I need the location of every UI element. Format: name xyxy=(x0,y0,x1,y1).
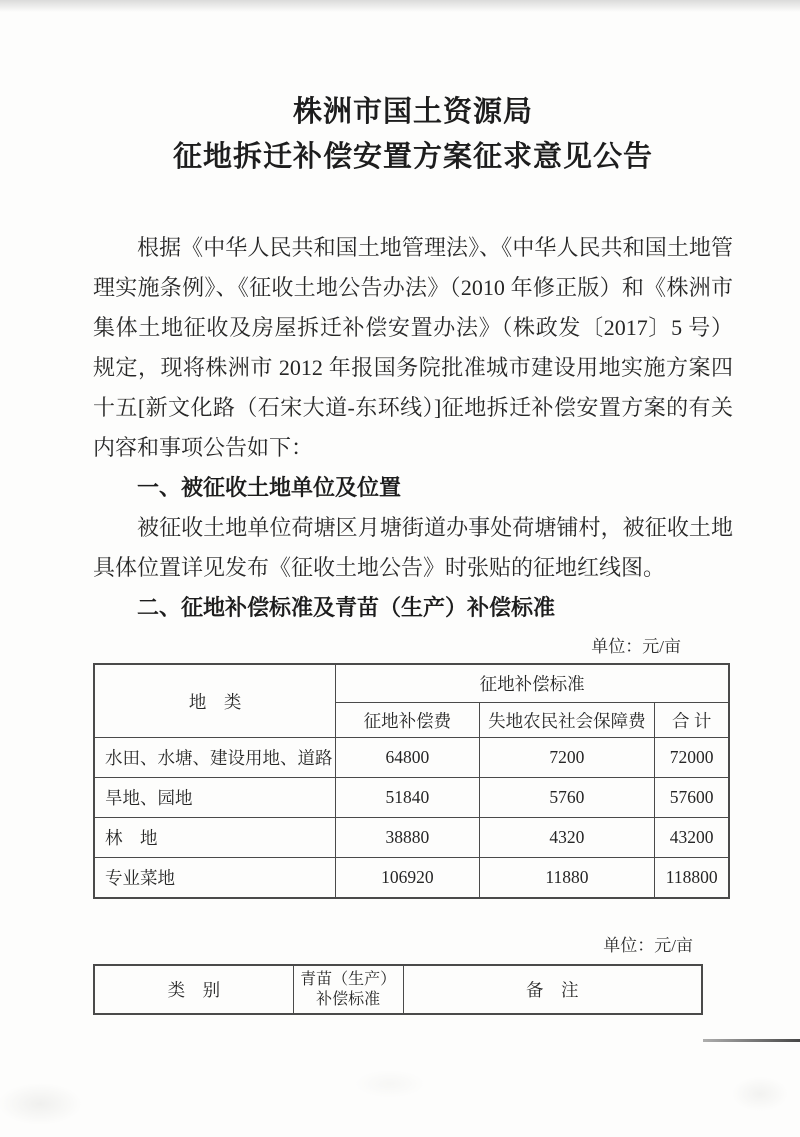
header-compensation-fee: 征地补偿费 xyxy=(336,703,479,738)
document-content xyxy=(93,0,733,1015)
document-title-line-1: 株洲市国土资源局 xyxy=(292,96,533,128)
header-seedling-standard-text xyxy=(300,970,396,1010)
social-security-value: 7200 xyxy=(479,738,655,778)
table-header-row xyxy=(94,965,702,1014)
section-1-paragraph: 被征收土地单位荷塘区月塘街道办事处荷塘铺村，被征收土地具体位置详见发布《征收土地公告》时张贴的征地红线图。 xyxy=(93,515,733,580)
document-title-line-2: 征地拆迁补偿安置方案征求意见公告 xyxy=(172,141,653,173)
compensation-value: 51840 xyxy=(336,778,479,818)
intro-paragraph: 根据《中华人民共和国土地管理法》、《中华人民共和国土地管理实施条例》、《征收土地公告办法》（2010 年修正版）和《株洲市集体土地征收及房屋拆迁补偿安置办法》（株政发〔2017〕5 号）规定，现将株洲市 2012 年报国务院批准城市建设用地实施方案四十五[新文化路（石宋大道-东环线）]征地拆迁补偿安置方案的有关内容和事项公告如下： xyxy=(93,235,733,460)
header-compensation-standard-group: 征地补偿标准 xyxy=(336,664,729,703)
social-security-value: 11880 xyxy=(479,858,655,899)
total-value: 43200 xyxy=(655,818,729,858)
section-2-heading: 二、征地补偿标准及青苗（生产）补偿标准 xyxy=(137,595,556,620)
table-row xyxy=(94,738,729,778)
compensation-value: 106920 xyxy=(336,858,479,899)
header-seedling-standard xyxy=(293,965,403,1014)
header-social-security-fee: 失地农民社会保障费 xyxy=(479,703,655,738)
compensation-value: 64800 xyxy=(336,738,479,778)
land-type-cell: 水田、水塘、建设用地、道路 xyxy=(94,738,336,778)
table-header-row-group xyxy=(94,664,729,703)
total-value: 72000 xyxy=(655,738,729,778)
section-1-heading: 一、被征收土地单位及位置 xyxy=(137,475,402,500)
total-value: 57600 xyxy=(655,778,729,818)
social-security-value: 5760 xyxy=(479,778,655,818)
land-type-cell: 旱地、园地 xyxy=(94,778,336,818)
unit-label-table-1: 单位：元/亩 xyxy=(591,637,681,656)
total-value: 118800 xyxy=(655,858,729,899)
scan-bottom-noise-artifact xyxy=(0,1044,800,1137)
table-row xyxy=(94,778,729,818)
header-seedling-standard-line-2: 补偿标准 xyxy=(316,990,381,1008)
header-total: 合 计 xyxy=(655,703,729,738)
seedling-compensation-table xyxy=(93,964,703,1015)
social-security-value: 4320 xyxy=(479,818,655,858)
header-remark: 备 注 xyxy=(403,965,702,1014)
land-compensation-table xyxy=(93,663,730,899)
header-seedling-standard-line-1: 青苗（生产） xyxy=(300,970,397,988)
header-category: 类 别 xyxy=(94,965,293,1014)
land-type-cell: 林 地 xyxy=(94,818,336,858)
land-type-cell: 专业菜地 xyxy=(94,858,336,899)
unit-label-table-2: 单位：元/亩 xyxy=(603,936,693,955)
table-row xyxy=(94,818,729,858)
table-row xyxy=(94,858,729,899)
scan-page-edge-artifact xyxy=(703,1039,800,1042)
header-land-type: 地 类 xyxy=(94,664,336,738)
document-title xyxy=(93,90,733,180)
compensation-value: 38880 xyxy=(336,818,479,858)
